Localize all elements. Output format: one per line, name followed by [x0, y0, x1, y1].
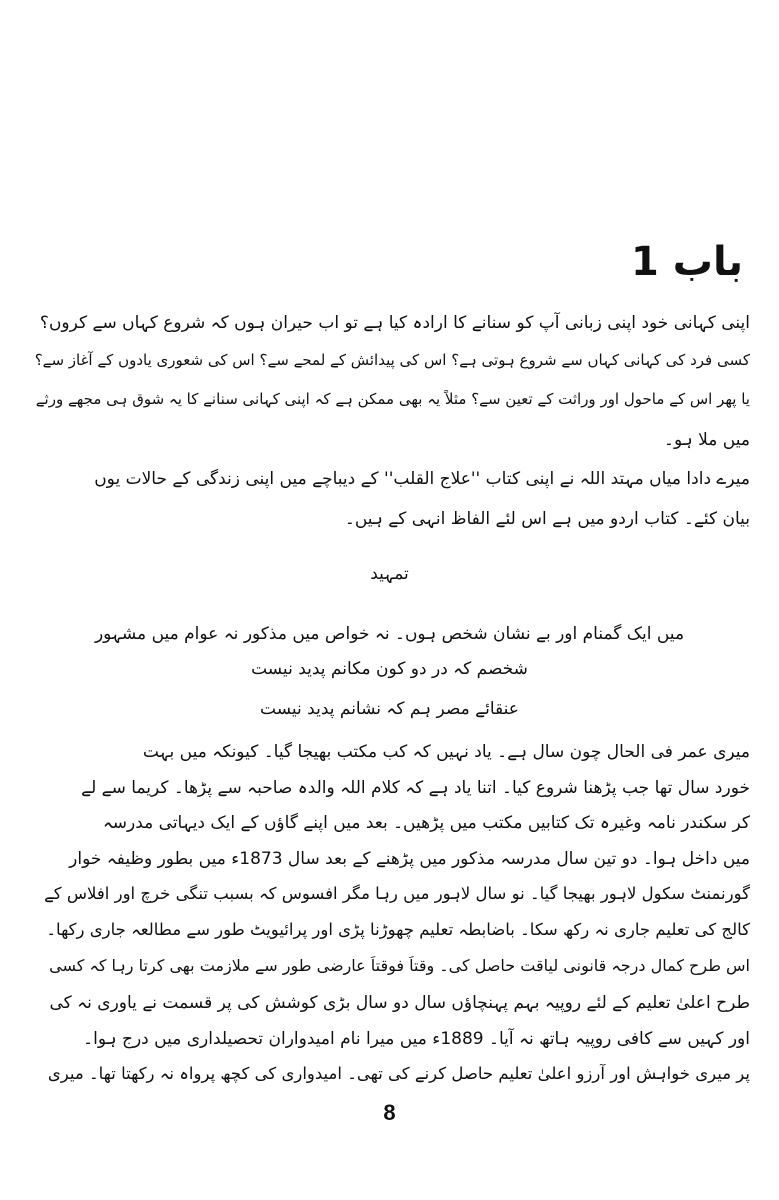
paragraph-line: میرے دادا میاں مہتد اللہ نے اپنی کتاب ''علاج القلب'' کے دیباچے میں اپنی زندگی کے حالات یوں: [94, 469, 750, 489]
verse-line: شخصم کہ در دو کون مکانم پدید نیست: [251, 659, 528, 679]
intro-line: میں ایک گمنام اور بے نشان شخص ہوں۔ نہ خواص میں مذکور نہ عوام میں مشہور: [94, 624, 685, 644]
paragraph-line: اور کہیں سے کافی روپیہ ہاتھ نہ آیا۔ 1889ء میں میرا نام امیدواران تحصیلداری میں درج ہوا۔: [83, 1029, 750, 1049]
paragraph-line: اس طرح کمال درجہ قانونی لیاقت حاصل کی۔ وقتاً فوقتاً عارضی طور سے ملازمت بھی کرتا رہا کہ کسی: [49, 956, 750, 975]
paragraph-line: اپنی کہانی خود اپنی زبانی آپ کو سنانے کا ارادہ کیا ہے تو اب حیران ہوں کہ شروع کہاں سے کروں؟: [39, 313, 750, 333]
paragraph-line: میں ملا ہو۔: [664, 430, 750, 450]
paragraph-line: پر میری خواہش اور آرزو اعلیٰ تعلیم حاصل کرنے کی تھی۔ امیدواری کی کچھ پرواہ نہ رکھتا تھا۔ میری: [47, 1064, 750, 1083]
page-number: 8: [383, 1100, 396, 1125]
paragraph-line: میں داخل ہوا۔ دو تین سال مدرسہ مذکور میں پڑھنے کے بعد سال 1873ء میں بطور وظیفہ خوار: [69, 849, 750, 869]
paragraph-line: یا پھر اس کے ماحول اور وراثت کے تعین سے؟ مثلاً یہ بھی ممکن ہے کہ اپنی کہانی سنانے کا یہ شوق ہی مجھے ورثے: [35, 390, 750, 408]
paragraph-line: گورنمنٹ سکول لاہور بھیجا گیا۔ نو سال لاہور میں رہا مگر افسوس کہ بسبب تنگی خرچ اور افلاس کے: [44, 884, 750, 903]
verse-line: عنقائے مصر ہم کہ نشانم پدید نیست: [260, 699, 519, 719]
paragraph-line: خورد سال تھا جب پڑھنا شروع کیا۔ اتنا یاد ہے کہ کلام اللہ والدہ صاحبہ سے پڑھا۔ کریما سے لے: [81, 778, 750, 798]
chapter-title: باب 1: [630, 239, 743, 285]
paragraph-line: میری عمر فی الحال چون سال ہے۔ یاد نہیں کہ کب مکتب بھیجا گیا۔ کیونکہ میں بہت: [142, 742, 750, 762]
tamheed-heading: تمہید: [370, 564, 409, 584]
paragraph-line: کسی فرد کی کہانی کہاں سے شروع ہوتی ہے؟ اس کی پیدائش کے لمحے سے؟ اس کی شعوری یادوں کے آغاز سے؟: [34, 351, 750, 369]
paragraph-line: کر سکندر نامہ وغیرہ تک کتابیں مکتب میں پڑھیں۔ بعد میں اپنے گاؤں کے ایک دیہاتی مدرسہ: [102, 813, 750, 833]
paragraph-line: طرح اعلیٰ تعلیم کے لئے روپیہ بہم پہنچاؤں سال دو سال بڑی کوشش کی پر قسمت نے یاوری نہ کی: [49, 993, 750, 1013]
paragraph-line: کالج کی تعلیم جاری نہ رکھ سکا۔ باضابطہ تعلیم چھوڑنا پڑی اور پرائیویٹ طور سے مطالعہ جاری رکھا۔: [46, 920, 750, 939]
paragraph-line: بیان کئے۔ کتاب اردو میں ہے اس لئے الفاظ انہی کے ہیں۔: [344, 509, 750, 529]
